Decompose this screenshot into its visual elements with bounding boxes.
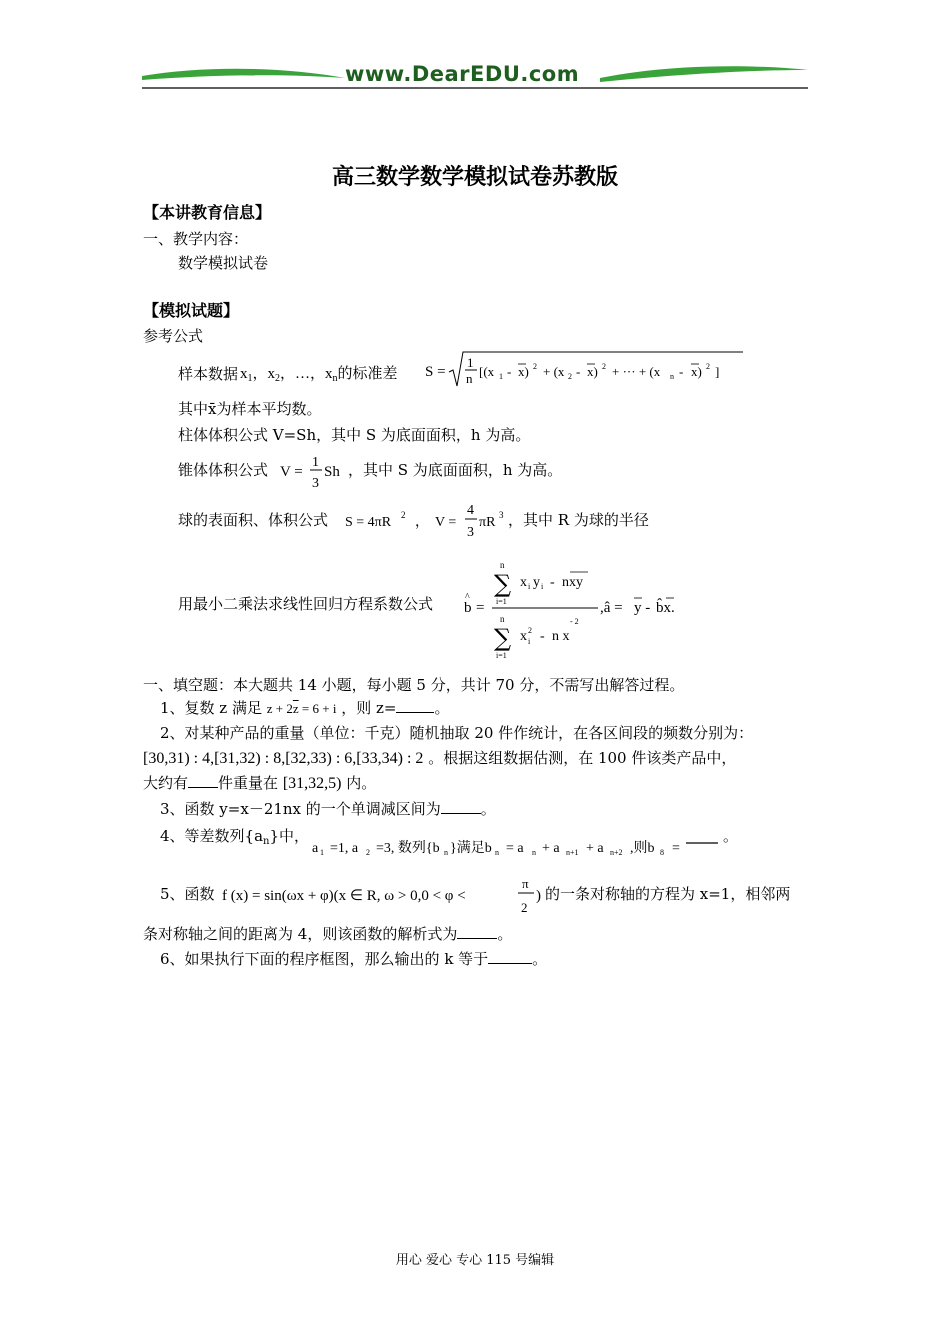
svg-text:n+2: n+2	[610, 848, 623, 857]
svg-text:2: 2	[528, 626, 532, 635]
svg-text:V =: V =	[280, 464, 303, 480]
svg-text:2: 2	[366, 848, 370, 857]
q2-text-e: 内。	[346, 774, 377, 792]
svg-text:n: n	[670, 372, 674, 381]
formula-cone-prefix: 锥体体积公式	[178, 461, 269, 479]
svg-text:nxy: nxy	[562, 575, 583, 590]
svg-text:2: 2	[602, 362, 606, 371]
svg-text:+ a: + a	[542, 841, 560, 856]
svg-text:=3, 数列{b: =3, 数列{b	[376, 841, 440, 856]
question-4	[160, 826, 800, 862]
formula-std-dev-vars: $x_1$，$x_2$，…，$x_n$的标准差	[240, 366, 398, 384]
svg-text:i: i	[541, 582, 544, 591]
svg-text:3: 3	[312, 476, 319, 491]
part1-heading: 一、填空题：本大题共 14 小题，每小题 5 分，共计 70 分，不需写出解答过程。	[143, 676, 685, 694]
q1-answer-blank[interactable]	[396, 698, 434, 713]
svg-text:-: -	[679, 364, 684, 379]
svg-text:=: =	[672, 841, 680, 856]
svg-text:b̂x.: b̂x.	[656, 600, 675, 616]
question-5-line2	[143, 924, 512, 944]
question-2-line3	[143, 773, 376, 794]
svg-text:[(x: [(x	[479, 364, 495, 379]
svg-text:x: x	[520, 629, 527, 644]
page-title: 高三数学数学模拟试卷苏教版	[331, 164, 618, 190]
svg-text:i: i	[528, 582, 531, 591]
svg-text:n: n	[500, 614, 505, 624]
q3-end: 。	[480, 800, 496, 818]
formula-sphere-prefix: 球的表面积、体积公式	[178, 511, 329, 529]
svg-text:x): x)	[691, 364, 702, 379]
section-heading-test: 【模拟试题】	[143, 301, 240, 320]
svg-text:8: 8	[660, 848, 664, 857]
q6-end: 。	[532, 950, 548, 968]
svg-text:V =: V =	[435, 515, 457, 530]
svg-text:∑: ∑	[494, 570, 512, 598]
svg-text:+ (x: + (x	[543, 364, 565, 379]
svg-text:n x: n x	[552, 629, 570, 644]
svg-text:1: 1	[499, 372, 503, 381]
q6-text: 6、如果执行下面的程序框图，那么输出的 k 等于	[160, 950, 489, 968]
q2-text-c: 大约有	[143, 774, 189, 792]
svg-text:n: n	[466, 371, 473, 386]
q5-text-a: 5、函数	[160, 885, 215, 903]
svg-text:}满足b: }满足b	[450, 841, 492, 856]
header-logo	[140, 60, 810, 94]
svg-text:-: -	[540, 629, 545, 644]
question-2-line2	[143, 748, 736, 769]
svg-text:4: 4	[467, 503, 474, 518]
svg-text:a: a	[312, 841, 319, 856]
svg-text:x: x	[520, 575, 527, 590]
page-footer: 用心 爱心 专心 115 号编辑	[395, 1253, 555, 1268]
svg-text:i=1: i=1	[496, 597, 507, 606]
q5-formula	[220, 872, 545, 918]
q1-text-b: ，则 z=	[341, 699, 397, 717]
svg-text:S =: S =	[425, 364, 446, 380]
q6-answer-blank[interactable]	[488, 949, 532, 964]
q1-text-a: 1、复数 z 满足	[160, 699, 262, 717]
svg-text:y -: y -	[634, 600, 651, 616]
svg-text:+ ··· + (x: + ··· + (x	[612, 364, 661, 379]
svg-text:，: ，	[415, 515, 429, 530]
q2-answer-blank[interactable]	[188, 773, 218, 788]
svg-text:x): x)	[518, 364, 529, 379]
teaching-content-value: 数学模拟试卷	[178, 254, 269, 272]
svg-text:-: -	[550, 575, 555, 590]
svg-text:): )	[536, 888, 541, 904]
q1-formula: $z + 2\overline{z} = 6 + i$	[266, 701, 337, 716]
q4-text: 4、等差数列$\{a_n\}$中，	[160, 827, 310, 847]
question-1	[160, 698, 449, 719]
logo-text: www.DearEDU.com	[345, 62, 580, 86]
q2-range: [31,32,5)	[282, 775, 342, 792]
svg-text:πR: πR	[479, 515, 496, 530]
svg-text:i=1: i=1	[496, 651, 507, 660]
q5-end: 。	[497, 925, 513, 943]
svg-text:,â =: ,â =	[600, 600, 623, 616]
svg-text:b: b	[464, 600, 472, 616]
svg-text:2: 2	[568, 372, 572, 381]
svg-text:2: 2	[521, 900, 528, 915]
formula-regression-expression	[462, 556, 702, 668]
formula-std-dev-expression	[423, 350, 753, 390]
q3-text: 3、函数 y=x－21nx 的一个单调减区间为	[160, 800, 441, 818]
question-6	[160, 949, 547, 969]
svg-text:=: =	[476, 600, 485, 616]
q5-answer-blank[interactable]	[457, 924, 497, 939]
svg-text:∑: ∑	[494, 624, 512, 652]
reference-formula-label: 参考公式	[143, 327, 204, 345]
svg-text:=1, a: =1, a	[330, 841, 359, 856]
q4-formula	[310, 830, 780, 862]
svg-text:2: 2	[706, 362, 710, 371]
svg-text:n+1: n+1	[566, 848, 579, 857]
question-3	[160, 799, 496, 819]
formula-sphere-suffix: ，其中 R 为球的半径	[508, 511, 649, 529]
svg-text:1: 1	[312, 455, 319, 470]
svg-text:1: 1	[467, 355, 474, 370]
svg-text:S = 4πR: S = 4πR	[345, 515, 392, 530]
svg-text:-: -	[576, 364, 581, 379]
svg-text:^: ^	[465, 592, 470, 603]
svg-text:i: i	[528, 637, 531, 646]
svg-text:2: 2	[401, 510, 406, 520]
q1-end: 。	[434, 699, 450, 717]
formula-mean-note-text: 其中x̄为样本平均数。	[178, 400, 322, 418]
formula-cone-suffix: ，其中 S 为底面面积，h 为高。	[348, 461, 563, 479]
svg-text:Sh: Sh	[324, 464, 340, 480]
formula-prism-volume: 柱体体积公式 V=Sh，其中 S 为底面面积，h 为高。	[178, 426, 531, 444]
svg-text:n: n	[495, 848, 499, 857]
q4-end: 。	[723, 827, 739, 845]
svg-text:3: 3	[499, 510, 504, 520]
svg-text:n: n	[444, 848, 448, 857]
svg-text:- 2: - 2	[570, 617, 579, 626]
question-5	[160, 872, 820, 918]
q2-text-d: 件重量在	[218, 774, 279, 792]
q2-intervals: [30,31) : 4,[31,32) : 8,[32,33) : 6,[33,34) : 2	[143, 750, 424, 767]
section-heading-info: 【本讲教育信息】	[143, 203, 272, 222]
svg-text:-: -	[507, 364, 512, 379]
svg-text:x): x)	[587, 364, 598, 379]
svg-text:,则b: ,则b	[630, 841, 655, 856]
svg-text:1: 1	[320, 848, 324, 857]
q3-answer-blank[interactable]	[441, 799, 481, 814]
svg-text:= a: = a	[506, 841, 524, 856]
q5-text-c: 条对称轴之间的距离为 4，则该函数的解析式为	[143, 925, 458, 943]
formula-mean-note	[178, 399, 321, 419]
formula-regression-prefix: 用最小二乘法求线性回归方程系数公式	[178, 595, 434, 613]
q5-text-b: 的一条对称轴的方程为 x=1，相邻两	[545, 885, 791, 903]
svg-text:f (x) = sin(ωx + φ)(x ∈ R, ω >: f (x) = sin(ωx + φ)(x ∈ R, ω > 0,0 < φ <	[222, 888, 466, 904]
q2-text-b: 。根据这组数据估测，在 100 件该类产品中，	[428, 749, 737, 767]
svg-text:n: n	[532, 848, 536, 857]
svg-text:2: 2	[533, 362, 537, 371]
formula-sphere-expression	[343, 498, 513, 542]
svg-text:n: n	[500, 560, 505, 570]
svg-text:+ a: + a	[586, 841, 604, 856]
svg-text:y: y	[533, 575, 540, 590]
svg-text:π: π	[522, 876, 529, 891]
question-2-line1: 2、对某种产品的重量（单位：千克）随机抽取 20 件作统计，在各区间段的频数分别为：	[160, 724, 754, 742]
svg-text:3: 3	[467, 525, 474, 540]
svg-text:]: ]	[715, 364, 720, 379]
formula-cone-expression	[278, 448, 358, 492]
teaching-content-label: 一、教学内容：	[143, 230, 249, 248]
formula-std-dev-prefix: 样本数据	[178, 365, 239, 383]
